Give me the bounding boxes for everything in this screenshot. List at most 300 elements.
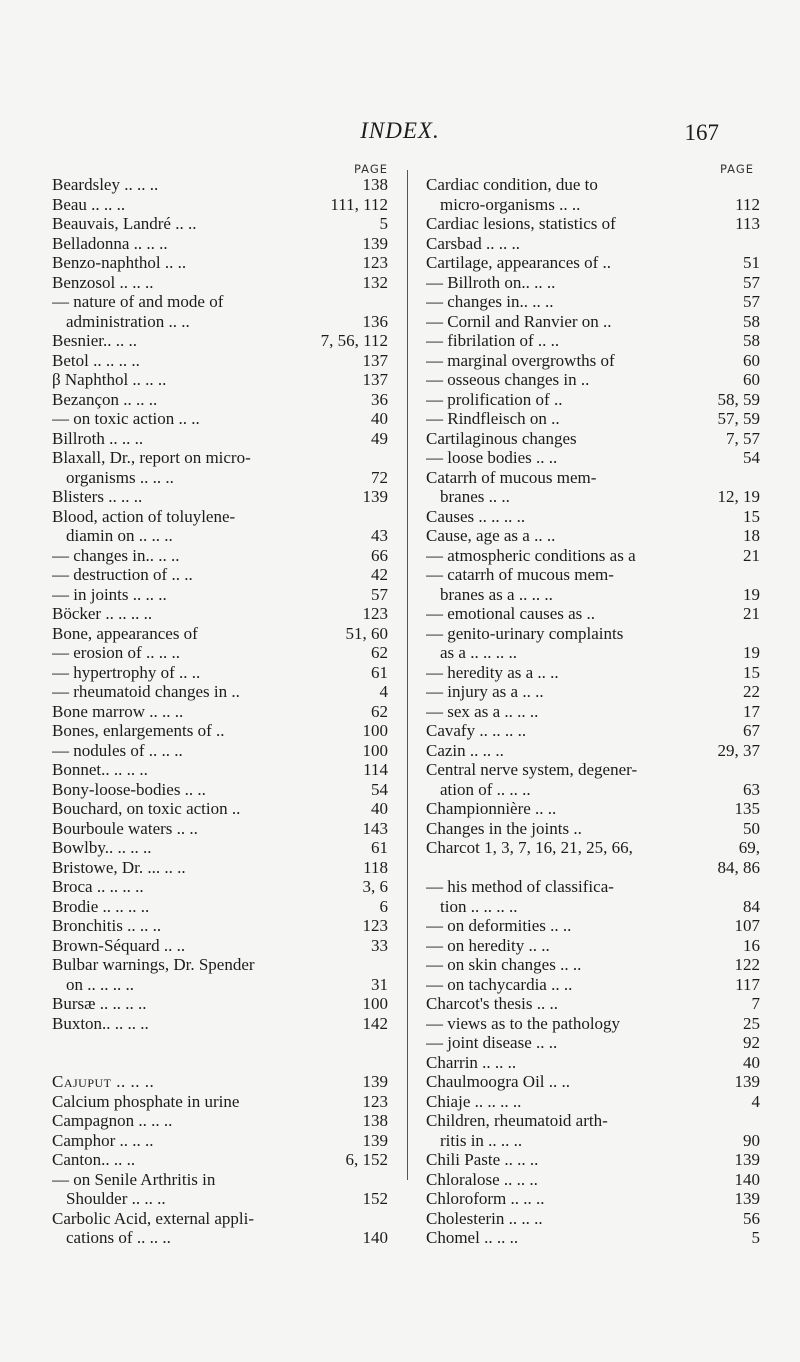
index-entry-page: 69, bbox=[738, 838, 760, 857]
index-entry-page: 54 bbox=[371, 779, 388, 799]
index-entry-term: branes as a .. .. .. bbox=[440, 584, 553, 604]
index-entry-term: Canton.. .. .. bbox=[52, 1150, 136, 1169]
index-entry bbox=[52, 994, 388, 1014]
index-entry-term: ritis in .. .. .. bbox=[440, 1130, 523, 1150]
index-entry bbox=[52, 468, 388, 488]
index-entry-page: 114 bbox=[363, 760, 388, 779]
index-entry bbox=[426, 721, 760, 741]
index-entry-term: Betol .. .. .. .. bbox=[52, 350, 140, 370]
index-entry-term: Charrin .. .. .. bbox=[426, 1052, 517, 1072]
index-entry-term: — heredity as a .. .. bbox=[426, 662, 559, 682]
index-entry bbox=[52, 1053, 388, 1073]
index-entry-term: Bouchard, on toxic action .. bbox=[52, 799, 241, 818]
index-entry-term: — prolification of .. bbox=[426, 389, 563, 409]
index-entry-page: 92 bbox=[743, 1033, 760, 1052]
index-entry bbox=[52, 487, 388, 507]
index-entry-term: Chaulmoogra Oil .. .. bbox=[426, 1072, 571, 1091]
index-entry-term: Beardsley .. .. .. bbox=[52, 175, 159, 194]
index-entry-page: 12, 19 bbox=[717, 487, 760, 506]
index-entry-term: — sex as a .. .. .. bbox=[426, 701, 539, 721]
index-entry-term: — changes in.. .. .. bbox=[52, 545, 180, 565]
index-entry-page: 72 bbox=[371, 467, 388, 487]
index-entry-page: 138 bbox=[362, 175, 388, 194]
index-entry-term: — erosion of .. .. .. bbox=[52, 643, 180, 662]
index-entry-term: — Rindfleisch on .. bbox=[426, 409, 560, 428]
index-entry bbox=[426, 1209, 760, 1229]
index-entry-page: 51, 60 bbox=[345, 623, 388, 643]
index-entry-term: Böcker .. .. .. .. bbox=[52, 604, 153, 623]
index-entry-page: 63 bbox=[743, 779, 760, 799]
index-entry bbox=[52, 682, 388, 702]
index-entry bbox=[52, 741, 388, 761]
index-entry-term: — Cornil and Ranvier on .. bbox=[426, 311, 612, 331]
index-entry-term: — fibrilation of .. .. bbox=[426, 331, 560, 350]
index-entry bbox=[52, 936, 388, 956]
index-entry bbox=[426, 975, 760, 995]
index-entry-term: — on Senile Arthritis in bbox=[52, 1169, 216, 1189]
index-entry bbox=[426, 409, 760, 429]
index-entry bbox=[426, 663, 760, 683]
index-entry-page: 62 bbox=[371, 643, 388, 662]
index-entry-term: — nodules of .. .. .. bbox=[52, 740, 183, 760]
index-entry bbox=[426, 604, 760, 624]
index-entry-page: 33 bbox=[371, 935, 388, 955]
index-entry bbox=[426, 351, 760, 371]
index-entry bbox=[426, 1228, 760, 1248]
index-entry-term: Catarrh of mucous mem- bbox=[426, 467, 597, 487]
index-entry bbox=[426, 1092, 760, 1112]
index-entry bbox=[52, 1209, 388, 1229]
index-entry bbox=[426, 175, 760, 195]
index-entry bbox=[426, 331, 760, 351]
index-entry-page: 19 bbox=[743, 643, 760, 662]
index-entry-term: Chloroform .. .. .. bbox=[426, 1189, 545, 1208]
index-entry-page: 5 bbox=[379, 214, 388, 233]
index-entry-term: diamin on .. .. .. bbox=[66, 526, 173, 545]
index-entry bbox=[426, 838, 760, 858]
index-entry bbox=[426, 819, 760, 839]
index-entry-term: Causes .. .. .. .. bbox=[426, 506, 526, 526]
index-entry bbox=[426, 760, 760, 780]
index-entry bbox=[52, 858, 388, 878]
index-entry-page: 58 bbox=[743, 311, 760, 331]
index-entry-term: micro-organisms .. .. bbox=[440, 194, 581, 214]
index-entry bbox=[52, 721, 388, 741]
index-entry bbox=[426, 897, 760, 917]
index-entry-page: 111, 112 bbox=[330, 194, 388, 214]
index-entry-page: 42 bbox=[371, 565, 388, 584]
index-entry-page: 60 bbox=[743, 370, 760, 389]
index-entry-page: 43 bbox=[371, 526, 388, 545]
index-entry bbox=[426, 253, 760, 273]
index-entry-term: on .. .. .. .. bbox=[66, 974, 134, 994]
index-entry-term: Cartilaginous changes bbox=[426, 428, 577, 448]
index-entry-term: Beauvais, Landré .. .. bbox=[52, 214, 197, 233]
index-entry bbox=[52, 429, 388, 449]
index-entry-page: 15 bbox=[743, 662, 760, 682]
index-entry bbox=[426, 877, 760, 897]
index-entry-page: 107 bbox=[734, 916, 760, 935]
index-entry-page: 60 bbox=[743, 350, 760, 370]
index-entry bbox=[52, 175, 388, 195]
index-entry-term: Chili Paste .. .. .. bbox=[426, 1150, 539, 1169]
index-entry-term: tion .. .. .. .. bbox=[440, 896, 518, 916]
index-entry-term: Chiaje .. .. .. .. bbox=[426, 1091, 522, 1111]
index-entry-page: 5 bbox=[751, 1228, 760, 1247]
index-entry-term: — hypertrophy of .. .. bbox=[52, 662, 201, 682]
index-entry bbox=[426, 741, 760, 761]
index-entry-page: 56 bbox=[743, 1208, 760, 1228]
index-entry-page: 137 bbox=[362, 370, 388, 389]
index-entry bbox=[52, 312, 388, 332]
index-entry-page: 58 bbox=[743, 331, 760, 350]
index-entry bbox=[52, 507, 388, 527]
index-entry-term: Changes in the joints .. bbox=[426, 818, 582, 838]
index-entry bbox=[426, 546, 760, 566]
index-entry-page: 137 bbox=[362, 350, 388, 370]
index-entry-page: 113 bbox=[735, 214, 760, 233]
index-entry-page: 90 bbox=[743, 1130, 760, 1150]
index-entry-page: 100 bbox=[362, 740, 388, 760]
index-entry-page: 7 bbox=[751, 994, 760, 1013]
index-entry-term: Bristowe, Dr. ... .. .. bbox=[52, 857, 186, 877]
index-entry-term: Bezançon .. .. .. bbox=[52, 389, 158, 409]
running-title: INDEX. bbox=[360, 118, 440, 143]
index-entry-page: 139 bbox=[734, 1150, 760, 1169]
index-entry-page: 135 bbox=[734, 799, 760, 818]
index-entry-page: 36 bbox=[371, 389, 388, 409]
index-entry bbox=[52, 897, 388, 917]
index-entry bbox=[52, 780, 388, 800]
index-entry-page: 40 bbox=[371, 799, 388, 818]
page-header bbox=[0, 118, 800, 154]
index-entry-page: 51 bbox=[743, 253, 760, 272]
index-entry-page: 139 bbox=[362, 1130, 388, 1150]
index-entry-term: cations of .. .. .. bbox=[66, 1228, 171, 1247]
index-entry bbox=[52, 234, 388, 254]
index-entry-term: Bourboule waters .. .. bbox=[52, 818, 198, 838]
index-entry-term: — on skin changes .. .. bbox=[426, 955, 582, 974]
index-entry-page: 40 bbox=[743, 1052, 760, 1072]
index-entry-term: Chloralose .. .. .. bbox=[426, 1169, 538, 1189]
index-entry-page: 4 bbox=[751, 1091, 760, 1111]
index-column-left bbox=[52, 163, 388, 1248]
index-entry-term: Shoulder .. .. .. bbox=[66, 1189, 166, 1208]
index-entry-page: 123 bbox=[362, 253, 388, 272]
index-entry bbox=[426, 1111, 760, 1131]
index-entry-term: Charcot 1, 3, 7, 16, 21, 25, 66, bbox=[426, 838, 633, 857]
index-entry bbox=[52, 663, 388, 683]
index-entry-term: — emotional causes as .. bbox=[426, 604, 596, 623]
index-entry-term: — views as to the pathology bbox=[426, 1013, 621, 1033]
index-entry-page: 139 bbox=[362, 1072, 388, 1091]
index-entry bbox=[52, 643, 388, 663]
index-entry bbox=[52, 1228, 388, 1248]
index-entry-term: Championnière .. .. bbox=[426, 799, 557, 818]
index-entry-page: 7, 56, 112 bbox=[320, 331, 388, 350]
index-entry-term: — joint disease .. .. bbox=[426, 1033, 558, 1052]
index-entry-page: 18 bbox=[743, 526, 760, 545]
index-entry bbox=[426, 994, 760, 1014]
index-entry bbox=[52, 1189, 388, 1209]
index-entry-page: 139 bbox=[362, 487, 388, 506]
index-entry-term: — loose bodies .. .. bbox=[426, 448, 558, 467]
index-entry-term: — osseous changes in .. bbox=[426, 370, 590, 389]
index-entry-page: 136 bbox=[362, 311, 388, 331]
index-entry-page: 21 bbox=[743, 545, 760, 565]
index-entry-page: 139 bbox=[362, 233, 388, 253]
index-entry-term: Bone marrow .. .. .. bbox=[52, 701, 184, 721]
page-column-label: PAGE bbox=[353, 162, 388, 176]
index-entry-page: 19 bbox=[743, 584, 760, 604]
index-entry bbox=[52, 565, 388, 585]
index-entry bbox=[426, 936, 760, 956]
index-entry-term: Bowlby.. .. .. .. bbox=[52, 838, 152, 857]
index-entry bbox=[52, 799, 388, 819]
index-entry bbox=[426, 780, 760, 800]
index-entry bbox=[52, 1170, 388, 1190]
index-entry-term: — changes in.. .. .. bbox=[426, 292, 554, 311]
index-entry bbox=[426, 565, 760, 585]
index-entry bbox=[426, 858, 760, 878]
index-entry-term: Blisters .. .. .. bbox=[52, 487, 143, 506]
index-entry bbox=[426, 1072, 760, 1092]
index-entry bbox=[426, 682, 760, 702]
index-entry-term: — on heredity .. .. bbox=[426, 935, 550, 955]
index-entry-page: 139 bbox=[734, 1072, 760, 1091]
index-entry bbox=[52, 409, 388, 429]
index-entry bbox=[426, 1150, 760, 1170]
index-entry-page: 29, 37 bbox=[717, 740, 760, 760]
index-entry-page: 84 bbox=[743, 896, 760, 916]
index-entry-page: 22 bbox=[743, 682, 760, 701]
index-entry-term: Cholesterin .. .. .. bbox=[426, 1208, 543, 1228]
index-entry-term: Campagnon .. .. .. bbox=[52, 1111, 173, 1130]
index-entry-page: 112 bbox=[735, 194, 760, 214]
index-entry bbox=[426, 1014, 760, 1034]
index-entry bbox=[52, 1092, 388, 1112]
index-entry-term: — catarrh of mucous mem- bbox=[426, 565, 614, 584]
index-entry-term: Charcot's thesis .. .. bbox=[426, 994, 558, 1013]
index-entry bbox=[426, 312, 760, 332]
index-entry bbox=[52, 877, 388, 897]
index-entry bbox=[426, 214, 760, 234]
index-entry bbox=[426, 234, 760, 254]
index-entry bbox=[52, 702, 388, 722]
index-entry bbox=[52, 331, 388, 351]
index-entry bbox=[52, 624, 388, 644]
index-entry-term: — his method of classifica- bbox=[426, 877, 614, 896]
index-entry-term: Billroth .. .. .. bbox=[52, 428, 144, 448]
index-entry-page: 25 bbox=[743, 1013, 760, 1033]
index-entry-page: 100 bbox=[362, 721, 388, 740]
index-entry-page: 21 bbox=[743, 604, 760, 623]
index-entry-page: 138 bbox=[362, 1111, 388, 1130]
index-entry bbox=[426, 195, 760, 215]
index-entry bbox=[52, 253, 388, 273]
index-entry-term: — nature of and mode of bbox=[52, 292, 224, 311]
index-entry bbox=[52, 604, 388, 624]
index-entry bbox=[52, 1072, 388, 1092]
index-entry-term: — atmospheric conditions as a bbox=[426, 545, 636, 565]
index-entry-term: — Billroth on.. .. .. bbox=[426, 272, 556, 292]
index-entry-term: Cazin .. .. .. bbox=[426, 740, 504, 760]
index-entry-page: 67 bbox=[743, 721, 760, 740]
index-entry-term: Bulbar warnings, Dr. Spender bbox=[52, 955, 255, 974]
index-entry-term: Blood, action of toluylene- bbox=[52, 506, 236, 526]
index-entry-term: Benzosol .. .. .. bbox=[52, 272, 154, 292]
index-entry-page: 139 bbox=[734, 1189, 760, 1208]
index-entry-term: Cause, age as a .. .. bbox=[426, 526, 556, 545]
index-entry-term: Bone, appearances of bbox=[52, 623, 198, 643]
index-entry bbox=[426, 1131, 760, 1151]
index-entry-term: Bursæ .. .. .. .. bbox=[52, 994, 147, 1013]
index-entry-term: administration .. .. bbox=[66, 311, 190, 331]
index-entry-page: 122 bbox=[734, 955, 760, 974]
index-entry bbox=[52, 760, 388, 780]
index-entry bbox=[426, 585, 760, 605]
index-entry-term: Cardiac lesions, statistics of bbox=[426, 214, 616, 233]
index-entry-term: Central nerve system, degener- bbox=[426, 760, 638, 779]
index-entry-page: 117 bbox=[735, 974, 760, 994]
index-entry-term: Bony-loose-bodies .. .. bbox=[52, 779, 206, 799]
index-entry-term: Cavafy .. .. .. .. bbox=[426, 721, 527, 740]
index-column-right bbox=[426, 163, 760, 1248]
index-entry bbox=[52, 916, 388, 936]
column-divider bbox=[407, 170, 408, 1180]
index-entry-page: 4 bbox=[379, 682, 388, 701]
index-entry bbox=[52, 195, 388, 215]
index-entry bbox=[426, 468, 760, 488]
index-entry-term: — on tachycardia .. .. bbox=[426, 974, 573, 994]
index-entry bbox=[426, 916, 760, 936]
index-entry-term: — on deformities .. .. bbox=[426, 916, 572, 935]
index-entry bbox=[426, 292, 760, 312]
index-entry-page: 61 bbox=[371, 838, 388, 857]
index-entry-term: Calcium phosphate in urine bbox=[52, 1091, 240, 1111]
index-entry-term: — marginal overgrowths of bbox=[426, 350, 615, 370]
index-entry bbox=[426, 955, 760, 975]
index-entry-term: — on toxic action .. .. bbox=[52, 409, 200, 428]
index-entry-term: Blaxall, Dr., report on micro- bbox=[52, 448, 251, 467]
index-entry-term: Cardiac condition, due to bbox=[426, 175, 598, 194]
index-entry bbox=[52, 819, 388, 839]
index-entry-term: Camphor .. .. .. bbox=[52, 1130, 154, 1150]
index-entry-page: 143 bbox=[362, 818, 388, 838]
index-entry bbox=[52, 273, 388, 293]
index-entry-page: 16 bbox=[743, 935, 760, 955]
page-number: 167 bbox=[684, 120, 719, 145]
index-entry-term: — in joints .. .. .. bbox=[52, 584, 167, 604]
index-entry bbox=[426, 526, 760, 546]
index-entry bbox=[52, 1131, 388, 1151]
index-entry bbox=[426, 1189, 760, 1209]
index-entry-page: 40 bbox=[371, 409, 388, 428]
index-entry bbox=[52, 351, 388, 371]
index-entry-page: 58, 59 bbox=[717, 389, 760, 409]
index-entry bbox=[52, 292, 388, 312]
index-entry-page: 100 bbox=[362, 994, 388, 1013]
index-entry bbox=[426, 799, 760, 819]
index-entry-page: 61 bbox=[371, 662, 388, 682]
index-entry-term: Beau .. .. .. bbox=[52, 194, 126, 214]
index-entry bbox=[426, 1170, 760, 1190]
index-entry-page: 66 bbox=[371, 545, 388, 565]
index-entry bbox=[52, 370, 388, 390]
index-entry bbox=[426, 429, 760, 449]
index-entry bbox=[52, 390, 388, 410]
index-entry-page: 57 bbox=[371, 584, 388, 604]
index-entry-term: Cartilage, appearances of .. bbox=[426, 253, 612, 272]
index-entry-page: 6 bbox=[379, 896, 388, 916]
index-entry-page: 123 bbox=[362, 604, 388, 623]
index-entry bbox=[52, 1111, 388, 1131]
index-entry-page: 142 bbox=[362, 1013, 388, 1033]
index-entry-page: 50 bbox=[743, 818, 760, 838]
index-entry-term: Chomel .. .. .. bbox=[426, 1228, 519, 1247]
index-entry bbox=[52, 1033, 388, 1053]
index-entry-term: Buxton.. .. .. .. bbox=[52, 1013, 149, 1033]
index-entry-page: 49 bbox=[371, 428, 388, 448]
index-entry-term: Brown-Séquard .. .. bbox=[52, 935, 186, 955]
index-entry-page: 7, 57 bbox=[726, 428, 760, 448]
index-entry bbox=[52, 838, 388, 858]
index-entry-page: 84, 86 bbox=[717, 857, 760, 877]
index-entry bbox=[426, 487, 760, 507]
index-entry-page: 15 bbox=[743, 506, 760, 526]
index-entry-page: 152 bbox=[362, 1189, 388, 1208]
index-entry-term: Cajuput .. .. .. bbox=[52, 1072, 155, 1091]
index-entry bbox=[426, 507, 760, 527]
index-entry bbox=[52, 546, 388, 566]
index-entry-page: 57 bbox=[743, 292, 760, 311]
index-entry-term: — genito-urinary complaints bbox=[426, 623, 624, 643]
page-column-label: PAGE bbox=[719, 162, 754, 176]
index-entry bbox=[426, 390, 760, 410]
index-entry-term: Brodie .. .. .. .. bbox=[52, 896, 150, 916]
index-entry-page: 140 bbox=[362, 1228, 388, 1247]
index-entry bbox=[426, 370, 760, 390]
index-entry-page: 62 bbox=[371, 701, 388, 721]
index-entry bbox=[52, 585, 388, 605]
index-entry-page: 31 bbox=[371, 974, 388, 994]
index-entry bbox=[52, 1014, 388, 1034]
index-entry bbox=[52, 448, 388, 468]
index-entry bbox=[426, 273, 760, 293]
index-entry-term: Carbolic Acid, external appli- bbox=[52, 1208, 255, 1228]
index-entry bbox=[52, 1150, 388, 1170]
index-entry-term: Belladonna .. .. .. bbox=[52, 233, 168, 253]
index-entry-page: 54 bbox=[743, 448, 760, 467]
index-entry-term: Children, rheumatoid arth- bbox=[426, 1111, 608, 1130]
index-entry-page: 57, 59 bbox=[717, 409, 760, 428]
index-entry-term: — rheumatoid changes in .. bbox=[52, 682, 240, 701]
index-entry-term: — injury as a .. .. bbox=[426, 682, 544, 701]
index-entry bbox=[426, 1053, 760, 1073]
index-entry-term: organisms .. .. .. bbox=[66, 467, 174, 487]
index-entry-term: as a .. .. .. .. bbox=[440, 643, 517, 662]
index-entry-page: 140 bbox=[734, 1169, 760, 1189]
index-entry-term: Benzo-naphthol .. .. bbox=[52, 253, 187, 272]
index-entry-term: Carsbad .. .. .. bbox=[426, 233, 520, 253]
index-entry bbox=[426, 1033, 760, 1053]
index-entry bbox=[52, 955, 388, 975]
index-entry-page: 6, 152 bbox=[345, 1150, 388, 1169]
index-entry-term: β Naphthol .. .. .. bbox=[52, 370, 167, 389]
index-entry bbox=[426, 624, 760, 644]
index-entry bbox=[52, 214, 388, 234]
index-entries-left bbox=[52, 175, 388, 1248]
